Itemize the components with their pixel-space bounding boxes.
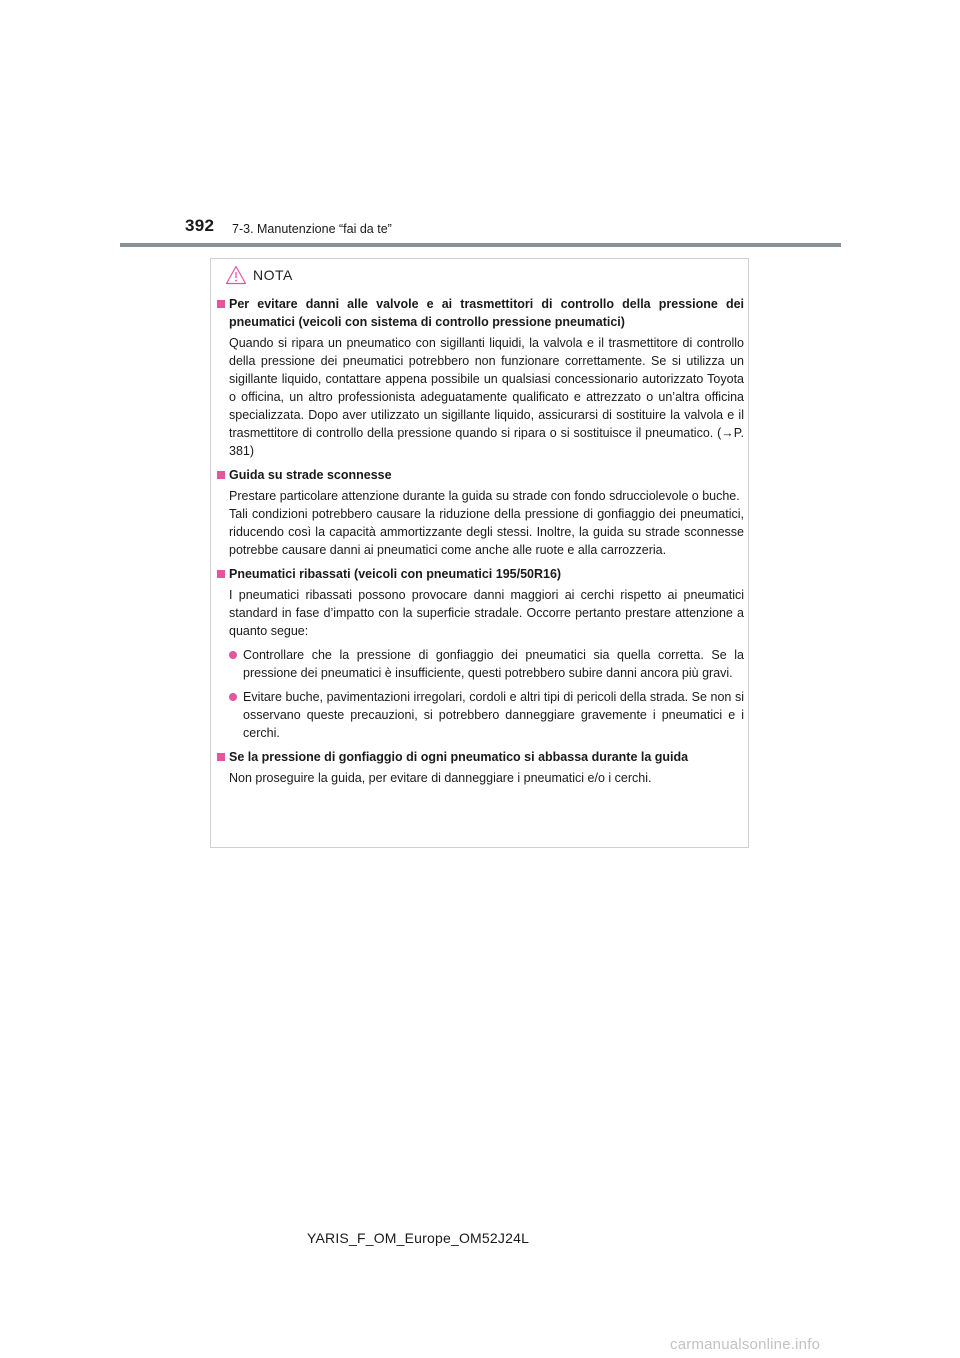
section-heading: [217, 565, 744, 583]
list-item: [217, 688, 744, 742]
section-body: I pneumatici ribassati possono provocare danni maggiori ai cerchi rispetto ai pneumatici standard in fase d’impatto con la superficie stradale. Occorre pertanto prestare attenzione a quanto segue:: [229, 588, 744, 638]
watermark: carmanualsonline.info: [670, 1336, 821, 1353]
list-item: [217, 646, 744, 682]
square-bullet-icon: [217, 570, 225, 578]
notice-section: [217, 295, 744, 460]
warning-triangle-icon: [225, 265, 247, 285]
list-item-text: Controllare che la pressione di gonfiaggio dei pneumatici sia quella corretta. Se la pressione dei pneumatici è insufficiente, questi potrebbero subire danni ancora più gravi.: [243, 648, 744, 680]
notice-label: NOTA: [253, 267, 293, 283]
circle-bullet-icon: [229, 651, 237, 659]
document-code: YARIS_F_OM_Europe_OM52J24L: [307, 1230, 530, 1246]
section-heading-text: Se la pressione di gonfiaggio di ogni pneumatico si abbassa durante la guida: [229, 750, 689, 764]
notice-box: [210, 258, 749, 848]
section-body-line: Prestare particolare attenzione durante la guida su strade con fondo sdrucciolevole o buche.: [229, 489, 740, 503]
notice-section: [217, 748, 744, 787]
section-heading: [217, 295, 744, 331]
notice-section: [217, 466, 744, 559]
section-body-line: Tali condizioni potrebbero causare la riduzione della pressione di gonfiaggio dei pneumatici, riducendo così la capacità ammortizzante degli stessi. Inoltre, la guida su strade sconnesse potrebbe causare danni ai pneumatici come anche alle ruote e alla carrozzeria.: [229, 507, 744, 557]
page-number: 392: [185, 216, 215, 235]
circle-bullet-icon: [229, 693, 237, 701]
notice-content: [217, 295, 744, 793]
section-heading: [217, 748, 744, 766]
section-body: [217, 487, 744, 559]
section-body: Non proseguire la guida, per evitare di danneggiare i pneumatici e/o i cerchi.: [229, 771, 652, 785]
section-heading-text: Pneumatici ribassati (veicoli con pneumatici 195/50R16): [229, 567, 562, 581]
section-heading-text: Guida su strade sconnesse: [229, 468, 392, 482]
notice-header: [225, 265, 293, 285]
square-bullet-icon: [217, 300, 225, 308]
square-bullet-icon: [217, 753, 225, 761]
list-item-text: Evitare buche, pavimentazioni irregolari, cordoli e altri tipi di pericoli della strada. Se non si osservano queste precauzioni, si potrebbero danneggiare gravemente i pneumatici e i cerchi.: [243, 690, 744, 740]
header-rule: [120, 243, 841, 247]
section-heading: [217, 466, 744, 484]
notice-section: [217, 565, 744, 742]
section-body: Quando si ripara un pneumatico con sigillanti liquidi, la valvola e il trasmettitore di controllo della pressione dei pneumatici potrebbero non funzionare correttamente. Se si utilizza un sigillante liquido, contattare appena possibile un qualsiasi concessionario autorizzato Toyota o officina, un altro professionista adeguatamente qualificato e attrezzato o un’altra officina specializzata. Dopo aver utilizzato un sigillante liquido, assicurarsi di sostituire la valvola e il trasmettitore di controllo della pressione quando si ripara o si sostituisce il pneumatico. (→P. 381): [229, 336, 744, 458]
section-heading-text: Per evitare danni alle valvole e ai trasmettitori di controllo della pressione dei pneumatici (veicoli con sistema di controllo pressione pneumatici): [229, 297, 744, 329]
square-bullet-icon: [217, 471, 225, 479]
section-title: 7-3. Manutenzione “fai da te”: [232, 222, 392, 236]
